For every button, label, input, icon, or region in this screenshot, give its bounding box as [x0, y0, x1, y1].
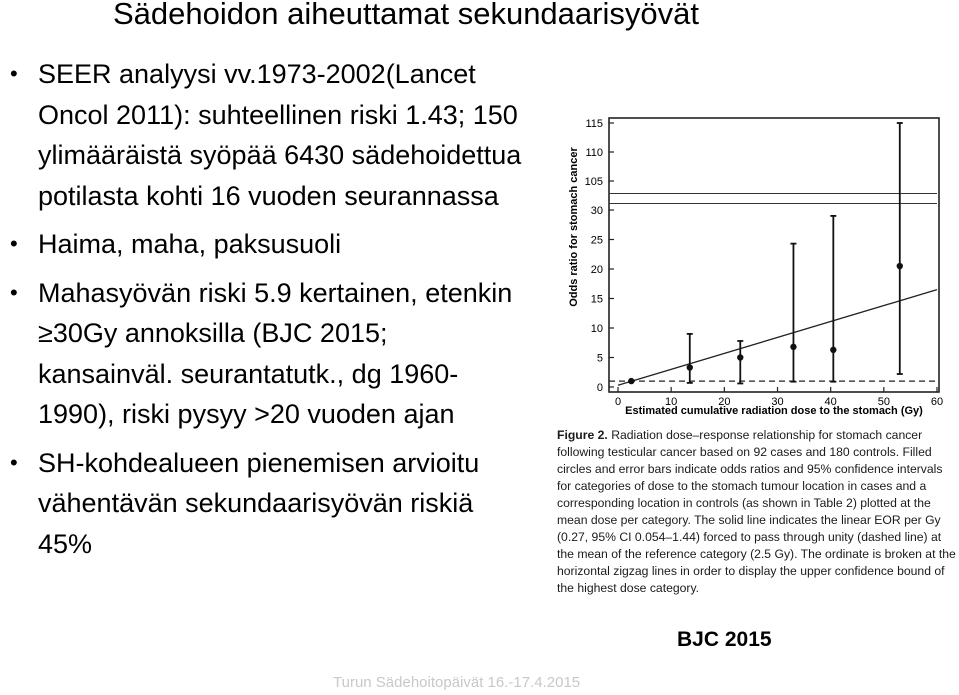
odds-ratio-point: [737, 354, 743, 360]
y-tick-label: 20: [590, 264, 603, 276]
odds-ratio-point: [830, 347, 836, 353]
caption-label: Figure 2.: [557, 428, 608, 442]
y-tick-label: 0: [596, 382, 603, 394]
odds-ratio-point: [790, 344, 796, 350]
x-tick-label: 30: [771, 396, 784, 408]
odds-ratio-point: [897, 263, 903, 269]
zigzag-line: [609, 191, 937, 194]
bullet-item: [10, 54, 530, 216]
y-tick-label: 30: [590, 205, 603, 217]
x-tick-label: 10: [665, 396, 678, 408]
x-tick-label: 60: [930, 396, 944, 408]
y-tick-label: 25: [590, 234, 603, 247]
x-tick-label: 40: [824, 396, 837, 408]
x-tick-label: 50: [877, 396, 890, 408]
odds-ratio-chart: [560, 112, 955, 422]
trend-solid-line: [618, 290, 937, 386]
y-tick-label: 10: [590, 323, 603, 335]
y-tick-label: 105: [584, 176, 603, 188]
bullet-item: [10, 224, 530, 265]
bullet-item: [10, 273, 530, 435]
caption-text: Radiation dose–response relationship for stomach cancer following testicular cancer based on 92 cases and 180 controls. Filled circles and error bars indicate odds ratios and 95% confidence intervals for categories of dose to the stomach tumour location in cases and a corresponding location in controls (as shown in Table 2) plotted at the mean dose per category. The solid line indicates the linear EOR per Gy (0.27, 95% CI 0.054–1.44) forced to pass through unity (dashed line) at the mean of the reference category (2.5 Gy). The ordinate is broken at the horizontal zigzag lines in order to display the upper confidence bound of the highest dose category.: [557, 428, 956, 595]
y-tick-label: 110: [585, 147, 603, 159]
odds-ratio-point: [628, 378, 634, 384]
slide-title: Sädehoidon aiheuttamat sekundaarisyövät: [113, 0, 699, 31]
y-tick-label: 15: [590, 293, 603, 306]
bullet-list: [10, 54, 530, 564]
footer-text: Turun Sädehoitopäivät 16.-17.4.2015: [333, 674, 581, 691]
bullet-text: Mahasyövän riski 5.9 kertainen, etenkin ≥30Gy annoksilla (BJC 2015; kansainväl. seurantatutk., dg 1960-1990), riski pysyy >20 vuoden ajan: [38, 277, 513, 429]
bullet-text: SH-kohdealueen pienemisen arvioitu vähentävän sekundaarisyövän riskiä 45%: [38, 447, 480, 559]
figure-caption: [557, 427, 957, 597]
bullet-dot-icon: •: [10, 279, 18, 305]
axis-break-zigzag: [609, 191, 937, 204]
bullet-dot-icon: •: [10, 449, 18, 475]
x-tick-label: 0: [614, 396, 622, 408]
bullet-dot-icon: •: [10, 61, 18, 86]
x-tick-label: 20: [718, 396, 731, 408]
y-tick-label: 5: [596, 352, 603, 365]
plot-frame: [609, 118, 939, 392]
bullet-item: [10, 443, 530, 565]
bullet-text: SEER analyysi vv.1973-2002(Lancet Oncol 2011): suhteellinen riski 1.43; 150 ylimääräistä syöpää 6430 sädehoidettua potilasta kohti 16 vuoden seurannassa: [38, 59, 522, 211]
y-tick-label: 115: [585, 118, 603, 130]
zigzag-line: [609, 201, 937, 204]
odds-ratio-point: [687, 364, 693, 370]
source-label: BJC 2015: [677, 628, 772, 651]
y-axis-label: Odds ratio for stomach cancer: [568, 147, 580, 307]
bullet-text: Haima, maha, paksusuoli: [38, 229, 342, 259]
x-axis-label: Estimated cumulative radiation dose to the stomach (Gy): [625, 405, 923, 417]
bullet-dot-icon: •: [10, 231, 18, 256]
